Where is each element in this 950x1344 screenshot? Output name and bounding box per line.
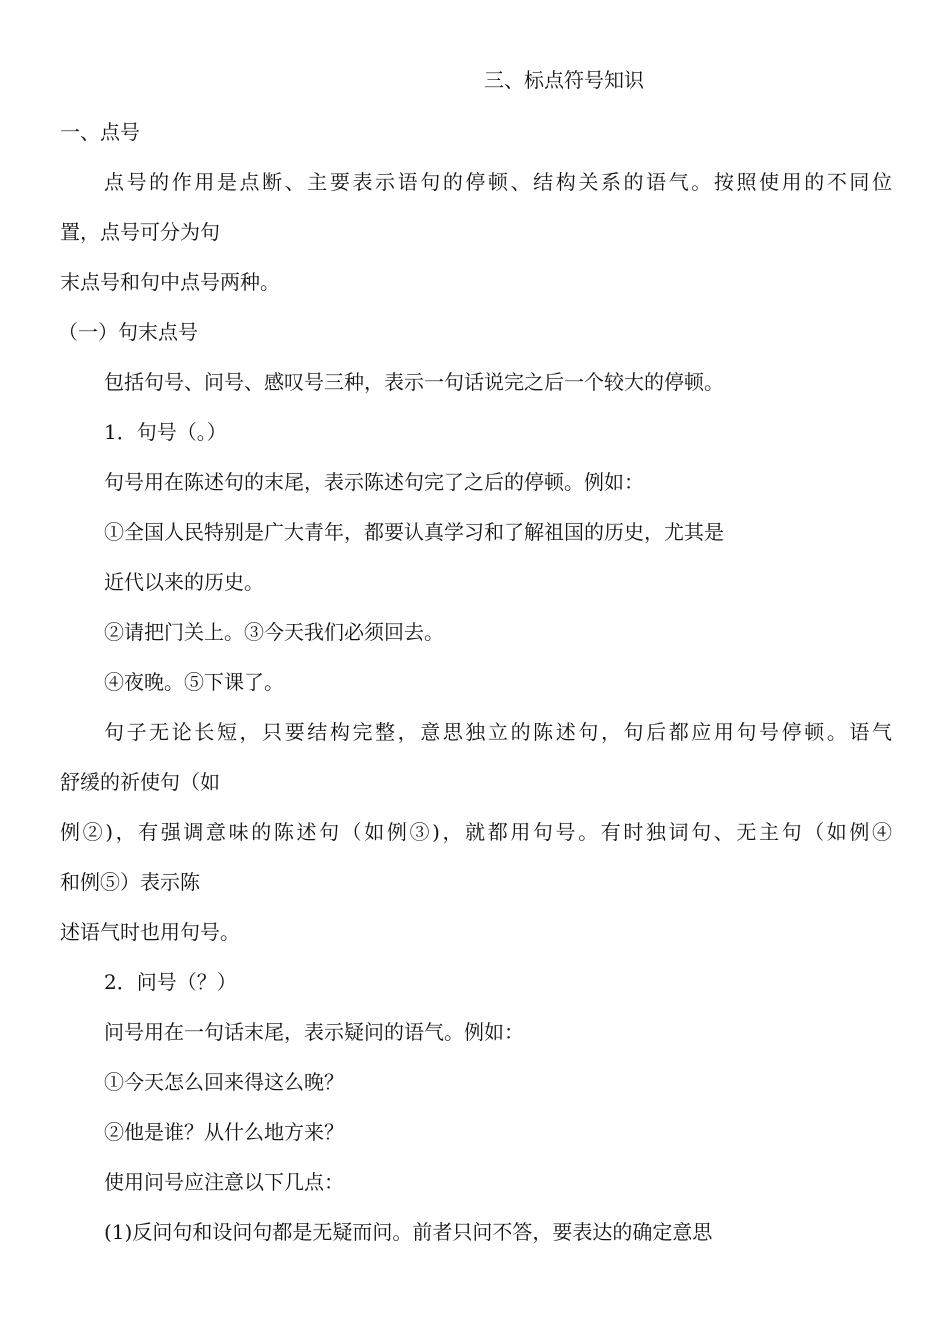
notes-intro: 使用问号应注意以下几点： — [104, 1170, 344, 1194]
note-1: (1)反问句和设问句都是无疑而问。前者只问不答，要表达的确定意思 — [104, 1220, 713, 1244]
paragraph-line-2: 舒缓的祈使句（如 — [60, 770, 220, 794]
question-example-1: ①今天怎么回来得这么晚？ — [104, 1070, 344, 1094]
example-1-line-1: ①全国人民特别是广大青年，都要认真学习和了解祖国的历史，尤其是 — [104, 520, 724, 544]
intro-line-2: 置，点号可分为句 — [60, 220, 220, 244]
example-1-line-2: 近代以来的历史。 — [104, 570, 264, 594]
paragraph-line-4: 和例⑤）表示陈 — [60, 870, 200, 894]
paragraph-line-5: 述语气时也用句号。 — [60, 920, 240, 944]
examples-4-5: ④夜晚。⑤下课了。 — [104, 670, 284, 694]
sub-intro: 包括句号、问号、感叹号三种，表示一句话说完之后一个较大的停顿。 — [104, 370, 724, 394]
item1-heading: 1．句号（。） — [104, 420, 227, 444]
paragraph-line-3: 例②)，有强调意味的陈述句（如例③)，就都用句号。有时独词句、无主句（如例④ — [60, 820, 892, 844]
intro-line-3: 末点号和句中点号两种。 — [60, 270, 280, 294]
item1-description: 句号用在陈述句的末尾，表示陈述句完了之后的停顿。例如： — [104, 470, 644, 494]
intro-line-1: 点号的作用是点断、主要表示语句的停顿、结构关系的语气。按照使用的不同位 — [104, 170, 892, 194]
examples-2-3: ②请把门关上。③今天我们必须回去。 — [104, 620, 444, 644]
paragraph-line-1: 句子无论长短，只要结构完整，意思独立的陈述句，句后都应用句号停顿。语气 — [104, 720, 892, 744]
document-title: 三、标点符号知识 — [484, 68, 644, 92]
question-example-2: ②他是谁？从什么地方来？ — [104, 1120, 344, 1144]
item2-description: 问号用在一句话末尾，表示疑问的语气。例如： — [104, 1020, 524, 1044]
section-heading: 一、点号 — [60, 120, 140, 144]
item2-heading: 2．问号（？） — [104, 970, 237, 994]
sub-heading: （一）句末点号 — [58, 320, 198, 344]
